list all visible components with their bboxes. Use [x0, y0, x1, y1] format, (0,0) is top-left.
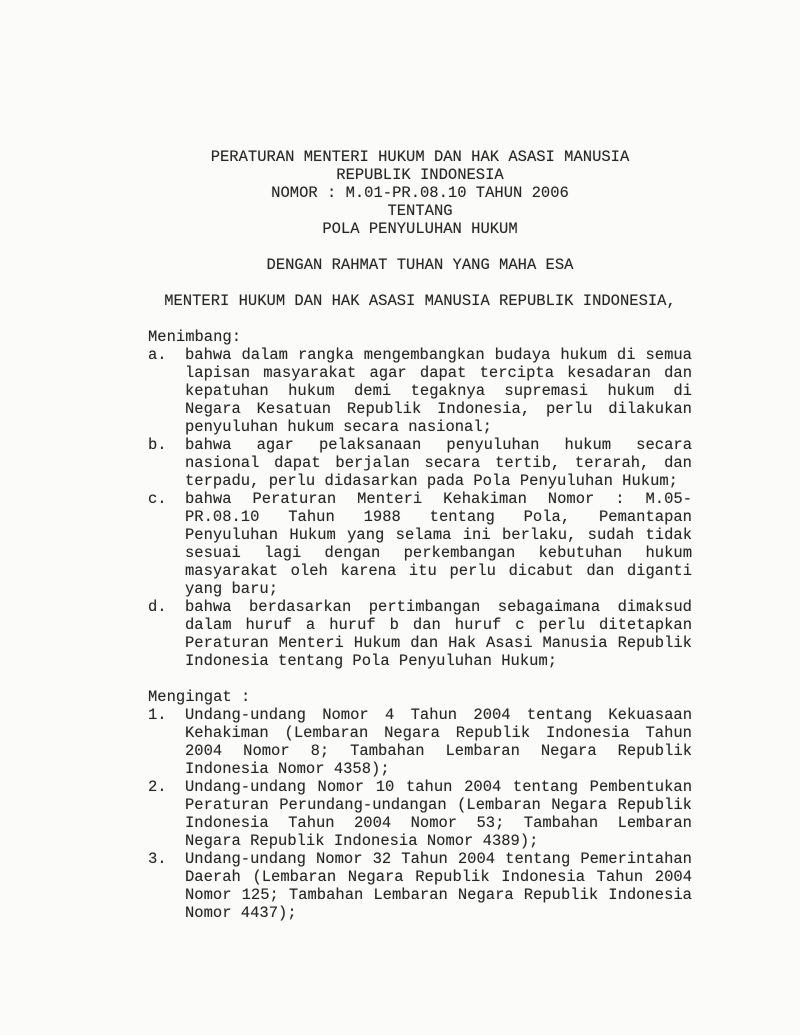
- item-marker: c.: [148, 490, 167, 508]
- recalling-item-3: [148, 850, 692, 922]
- item-marker: a.: [148, 346, 167, 364]
- item-marker: b.: [148, 436, 167, 454]
- document-body: [148, 148, 692, 922]
- considering-item-a: [148, 346, 692, 436]
- item-text: Undang-undang Nomor 32 Tahun 2004 tentang Pemerintahan Daerah (Lembaran Negara Republik Indonesia Tahun 2004 Nomor 125; Tambahan Lembaran Negara Republik Indonesia Nomor 4437);: [185, 850, 692, 922]
- title-line-regulation: PERATURAN MENTERI HUKUM DAN HAK ASASI MANUSIA: [210, 148, 630, 166]
- considering-item-b: [148, 436, 692, 490]
- item-text: bahwa dalam rangka mengembangkan budaya hukum di semua lapisan masyarakat agar dapat tercipta kesadaran dan kepatuhan hukum demi tegaknya supremasi hukum di Negara Kesatuan Republik Indonesia, perlu dilakukan penyuluhan hukum secara nasional;: [185, 346, 692, 436]
- item-marker: d.: [148, 598, 167, 616]
- title-line-republic: REPUBLIK INDONESIA: [336, 166, 504, 184]
- item-text: bahwa berdasarkan pertimbangan sebagaimana dimaksud dalam huruf a huruf b dan huruf c perlu ditetapkan Peraturan Menteri Hukum dan Hak Asasi Manusia Republik Indonesia tentang Pola Penyuluhan Hukum;: [185, 598, 692, 670]
- recalling-item-1: [148, 706, 692, 778]
- item-marker: 1.: [148, 706, 167, 724]
- recalling-item-2: [148, 778, 692, 850]
- title-line-number: NOMOR : M.01-PR.08.10 TAHUN 2006: [271, 184, 569, 202]
- item-marker: 2.: [148, 778, 167, 796]
- item-text: bahwa Peraturan Menteri Kehakiman Nomor : M.05-PR.08.10 Tahun 1988 tentang Pola, Pemantapan Penyuluhan Hukum yang selama ini berlaku, sudah tidak sesuai lagi dengan perkembangan kebutuhan hukum masyarakat oleh karena itu perlu dicabut dan diganti yang baru;: [185, 490, 692, 598]
- considering-item-c: [148, 490, 692, 598]
- considering-label: Menimbang:: [148, 328, 242, 346]
- invocation-line: DENGAN RAHMAT TUHAN YANG MAHA ESA: [266, 256, 574, 274]
- item-text: Undang-undang Nomor 10 tahun 2004 tentang Pembentukan Peraturan Perundang-undangan (Lembaran Negara Republik Indonesia Tahun 2004 Nomor 53; Tambahan Lembaran Negara Republik Indonesia Nomor 4389);: [185, 778, 692, 850]
- title-line-subject: POLA PENYULUHAN HUKUM: [322, 220, 518, 238]
- item-text: Undang-undang Nomor 4 Tahun 2004 tentang Kekuasaan Kehakiman (Lembaran Negara Republik Indonesia Tahun 2004 Nomor 8; Tambahan Lembaran Negara Republik Indonesia Nomor 4358);: [185, 706, 692, 778]
- item-text: bahwa agar pelaksanaan penyuluhan hukum secara nasional dapat berjalan secara tertib, terarah, dan terpadu, perlu didasarkan pada Pola Penyuluhan Hukum;: [185, 436, 692, 490]
- document-title-block: [148, 148, 692, 238]
- authority-line: MENTERI HUKUM DAN HAK ASASI MANUSIA REPUBLIK INDONESIA,: [164, 292, 676, 310]
- recalling-label: Mengingat :: [148, 688, 251, 706]
- considering-item-d: [148, 598, 692, 670]
- title-line-tentang: TENTANG: [387, 202, 453, 220]
- item-marker: 3.: [148, 850, 167, 868]
